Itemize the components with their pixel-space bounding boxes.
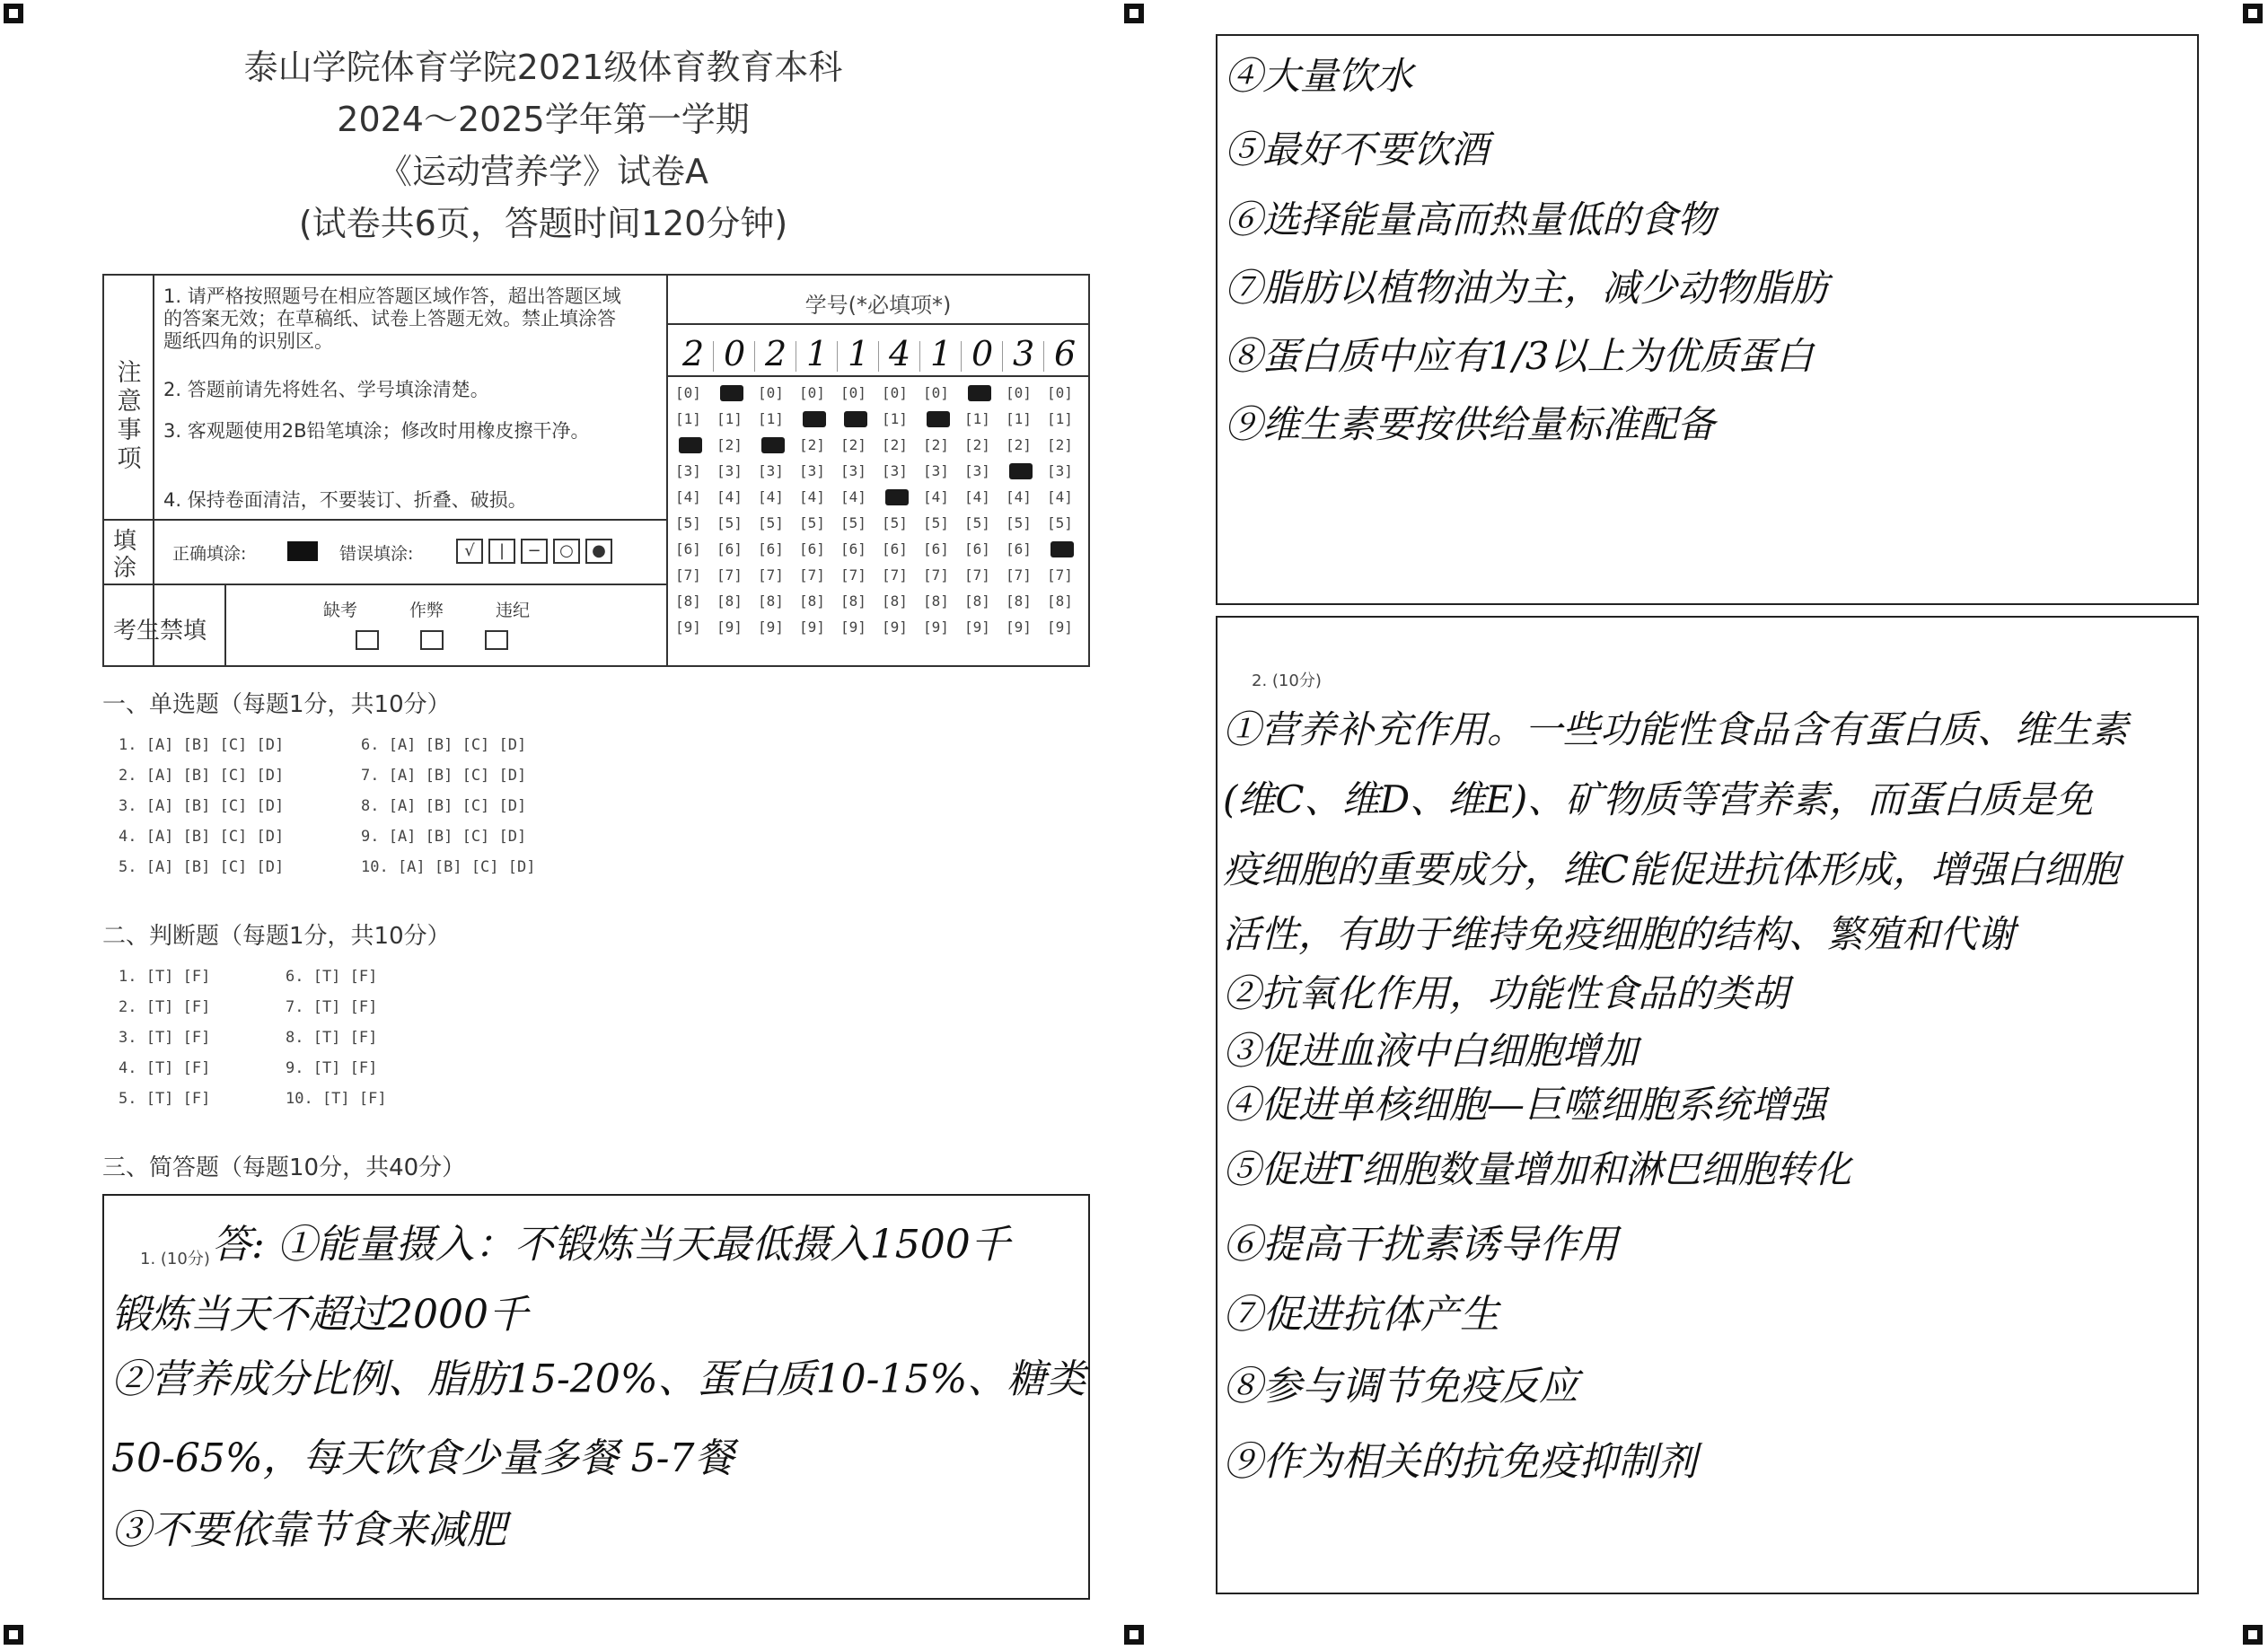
student-id-bubble-filled[interactable] <box>885 489 909 505</box>
q1-label: 1. (10分) <box>140 1250 210 1268</box>
divider <box>102 519 666 521</box>
student-id-bubble[interactable]: [1] <box>1006 410 1032 427</box>
student-id-bubble[interactable]: [3] <box>1047 462 1073 479</box>
student-id-bubble[interactable]: [7] <box>1047 566 1073 584</box>
student-id-bubble[interactable]: [1] <box>675 410 701 427</box>
corner-mark-bottom-right <box>2243 1625 2263 1645</box>
continued-answer-line: ⑦脂肪以植物油为主，减少动物脂肪 <box>1225 266 1829 310</box>
student-id-digit: 2 <box>765 334 787 373</box>
student-id-bubble[interactable]: [9] <box>840 619 866 636</box>
single-choice-title: 一、单选题（每题1分，共10分） <box>102 691 451 718</box>
single-choice-question[interactable]: 2. [A] [B] [C] [D] <box>119 767 285 785</box>
single-choice-question[interactable]: 1. [A] [B] [C] [D] <box>119 736 285 754</box>
single-choice-question[interactable]: 4. [A] [B] [C] [D] <box>119 828 285 846</box>
student-id-bubble[interactable]: [6] <box>964 540 990 557</box>
student-id-bubble[interactable]: [4] <box>964 488 990 505</box>
student-id-bubble[interactable]: [9] <box>882 619 908 636</box>
student-id-bubble[interactable]: [2] <box>923 436 949 453</box>
student-id-bubble[interactable]: [0] <box>758 384 784 401</box>
divider <box>666 274 668 667</box>
q2-answer-line: ⑤促进T细胞数量增加和淋巴细胞转化 <box>1223 1147 1852 1191</box>
true-false-question[interactable]: 4. [T] [F] <box>119 1059 211 1077</box>
divider <box>666 375 1090 377</box>
student-id-bubble[interactable]: [5] <box>964 514 990 531</box>
student-id-bubble[interactable]: [6] <box>923 540 949 557</box>
corner-mark-top-right <box>2243 4 2263 23</box>
q2-answer-line: ③促进血液中白细胞增加 <box>1223 1029 1639 1073</box>
student-id-digit: 1 <box>848 334 870 373</box>
correct-fill-sample <box>287 541 318 561</box>
notice-label: 注意事项 <box>117 359 142 473</box>
student-id-bubble[interactable]: [5] <box>923 514 949 531</box>
student-id-bubble[interactable]: [3] <box>716 462 743 479</box>
student-id-bubble[interactable]: [5] <box>1006 514 1032 531</box>
q1-answer-line: ②营养成分比例、脂肪15-20%、蛋白质10-15%、糖类 <box>111 1356 1086 1402</box>
q2-answer-line: ⑨作为相关的抗免疫抑制剂 <box>1223 1439 1697 1485</box>
notice-item-3: 3. 客观题使用2B铅笔填涂；修改时用橡皮擦干净。 <box>163 420 590 442</box>
student-id-bubble[interactable]: [3] <box>964 462 990 479</box>
student-id-bubble[interactable]: [3] <box>840 462 866 479</box>
single-choice-question[interactable]: 3. [A] [B] [C] [D] <box>119 797 285 815</box>
student-id-bubble[interactable]: [8] <box>1006 592 1032 610</box>
student-id-bubble[interactable]: [7] <box>758 566 784 584</box>
student-id-bubble[interactable]: [4] <box>799 488 825 505</box>
single-choice-question[interactable]: 9. [A] [B] [C] [D] <box>361 828 527 846</box>
student-id-bubble[interactable]: [6] <box>799 540 825 557</box>
student-id-bubble[interactable]: [7] <box>882 566 908 584</box>
forbidden-label: 考生禁填 <box>113 618 207 645</box>
true-false-question[interactable]: 2. [T] [F] <box>119 998 211 1016</box>
student-id-bubble[interactable]: [3] <box>675 462 701 479</box>
student-id-bubble[interactable]: [2] <box>964 436 990 453</box>
student-id-bubble[interactable]: [7] <box>716 566 743 584</box>
q1-answer-line: ③不要依靠节食来减肥 <box>111 1507 506 1553</box>
student-id-bubble[interactable]: [2] <box>1047 436 1073 453</box>
student-id-bubble[interactable]: [4] <box>923 488 949 505</box>
digit-separator <box>919 341 920 372</box>
wrong-fill-label: 错误填涂: <box>339 544 414 564</box>
student-id-bubble[interactable]: [9] <box>675 619 701 636</box>
single-choice-question[interactable]: 6. [A] [B] [C] [D] <box>361 736 527 754</box>
student-id-bubble[interactable]: [9] <box>1047 619 1073 636</box>
student-id-bubble[interactable]: [8] <box>675 592 701 610</box>
student-id-bubble[interactable]: [5] <box>840 514 866 531</box>
student-id-bubble[interactable]: [3] <box>882 462 908 479</box>
student-id-bubble[interactable]: [4] <box>1006 488 1032 505</box>
header-course: 《运动营养学》试卷A <box>378 152 708 191</box>
student-id-bubble[interactable]: [5] <box>716 514 743 531</box>
student-id-bubble-filled[interactable] <box>1050 541 1074 557</box>
continued-answer-line: ⑤最好不要饮酒 <box>1225 127 1490 171</box>
violation-checkbox[interactable] <box>485 630 508 650</box>
student-id-bubble[interactable]: [2] <box>1006 436 1032 453</box>
student-id-bubble[interactable]: [9] <box>964 619 990 636</box>
q2-answer-line: ⑦促进抗体产生 <box>1223 1292 1499 1338</box>
continued-answer-line: ⑧蛋白质中应有1/3以上为优质蛋白 <box>1225 334 1814 378</box>
student-id-bubble[interactable]: [0] <box>923 384 949 401</box>
student-id-bubble-filled[interactable] <box>761 437 785 453</box>
student-id-bubble[interactable]: [8] <box>799 592 825 610</box>
q1-answer-line: 锻炼当天不超过2000千 <box>111 1292 528 1338</box>
student-id-bubble[interactable]: [4] <box>1047 488 1073 505</box>
continued-answer-line: ⑨维生素要按供给量标准配备 <box>1225 402 1716 446</box>
student-id-bubble[interactable]: [8] <box>840 592 866 610</box>
student-id-bubble[interactable]: [3] <box>923 462 949 479</box>
student-id-bubble-filled[interactable] <box>679 437 702 453</box>
student-id-bubble-filled[interactable] <box>968 385 991 401</box>
student-id-bubble[interactable]: [1] <box>964 410 990 427</box>
q2-answer-line: ②抗氧化作用，功能性食品的类胡 <box>1223 971 1789 1015</box>
student-id-bubble[interactable]: [6] <box>716 540 743 557</box>
student-id-bubble[interactable]: [6] <box>882 540 908 557</box>
q2-answer-line: 活性，有助于维持免疫细胞的结构、繁殖和代谢 <box>1223 912 2016 956</box>
cheat-checkbox[interactable] <box>420 630 444 650</box>
single-choice-question[interactable]: 5. [A] [B] [C] [D] <box>119 858 285 876</box>
q1-answer-line: 50-65%，每天饮食少量多餐 5-7餐 <box>111 1435 734 1481</box>
header-term: 2024～2025学年第一学期 <box>337 100 750 139</box>
absent-checkbox[interactable] <box>356 630 379 650</box>
student-id-bubble[interactable]: [6] <box>1006 540 1032 557</box>
divider <box>666 323 1090 325</box>
true-false-question[interactable]: 10. [T] [F] <box>286 1090 387 1108</box>
header-school: 泰山学院体育学院2021级体育教育本科 <box>243 48 843 87</box>
student-id-bubble[interactable]: [3] <box>758 462 784 479</box>
student-id-bubble-filled[interactable] <box>844 411 867 427</box>
student-id-bubble[interactable]: [0] <box>675 384 701 401</box>
student-id-bubble[interactable]: [5] <box>882 514 908 531</box>
q2-answer-line: (维C、维D、维E)、矿物质等营养素，而蛋白质是免 <box>1223 777 2094 821</box>
student-id-bubble[interactable]: [4] <box>716 488 743 505</box>
student-id-bubble-filled[interactable] <box>803 411 826 427</box>
q2-answer-line: ⑥提高干扰素诱导作用 <box>1223 1222 1618 1268</box>
student-id-digit: 4 <box>889 334 911 373</box>
digit-separator <box>1043 341 1044 372</box>
q2-answer-line: ①营养补充作用。一些功能性食品含有蛋白质、维生素 <box>1223 707 2129 751</box>
forbidden-violation-label: 违纪 <box>496 601 531 620</box>
single-choice-question[interactable]: 10. [A] [B] [C] [D] <box>361 858 536 876</box>
corner-mark-bottom-left <box>4 1625 23 1645</box>
student-id-bubble[interactable]: [8] <box>1047 592 1073 610</box>
divider <box>153 274 154 667</box>
student-id-bubble[interactable]: [0] <box>840 384 866 401</box>
q1-answer-line: 答: ①能量摄入：不锻炼当天最低摄入1500千 <box>212 1222 1010 1268</box>
notice-item-2: 2. 答题前请先将姓名、学号填涂清楚。 <box>163 379 489 400</box>
continued-answer-line: ④大量饮水 <box>1225 54 1414 98</box>
student-id-bubble[interactable]: [9] <box>923 619 949 636</box>
student-id-bubble[interactable]: [6] <box>840 540 866 557</box>
student-id-bubble-filled[interactable] <box>720 385 743 401</box>
student-id-bubble[interactable]: [5] <box>675 514 701 531</box>
q2-answer-line: ④促进单核细胞—巨噬细胞系统增强 <box>1223 1083 1827 1127</box>
student-id-bubble[interactable]: [1] <box>758 410 784 427</box>
forbidden-absent-label: 缺考 <box>323 601 358 620</box>
student-id-bubble[interactable]: [1] <box>1047 410 1073 427</box>
student-id-bubble[interactable]: [7] <box>964 566 990 584</box>
true-false-question[interactable]: 5. [T] [F] <box>119 1090 211 1108</box>
student-id-bubble[interactable]: [0] <box>1047 384 1073 401</box>
student-id-bubble[interactable]: [8] <box>716 592 743 610</box>
student-id-bubble[interactable]: [8] <box>964 592 990 610</box>
student-id-bubble[interactable]: [1] <box>716 410 743 427</box>
student-id-bubble[interactable]: [9] <box>1006 619 1032 636</box>
student-id-bubble[interactable]: [3] <box>799 462 825 479</box>
q2-answer-line: ⑧参与调节免疫反应 <box>1223 1364 1578 1409</box>
student-id-bubble[interactable]: [5] <box>1047 514 1073 531</box>
student-id-bubble[interactable]: [0] <box>1006 384 1032 401</box>
header-info: (试卷共6页，答题时间120分钟) <box>298 204 788 243</box>
correct-fill-label: 正确填涂: <box>172 544 247 564</box>
continued-answer-line: ⑥选择能量高而热量低的食物 <box>1225 197 1716 241</box>
student-id-bubble[interactable]: [0] <box>882 384 908 401</box>
student-id-bubble[interactable]: [7] <box>923 566 949 584</box>
corner-mark-top-left <box>4 4 23 23</box>
divider <box>224 584 226 667</box>
student-id-bubble[interactable]: [9] <box>799 619 825 636</box>
fill-label: 填涂 <box>113 528 137 582</box>
student-id-bubble[interactable]: [2] <box>882 436 908 453</box>
true-false-question[interactable]: 8. [T] [F] <box>286 1029 378 1047</box>
student-id-bubble[interactable]: [4] <box>840 488 866 505</box>
student-id-bubble[interactable]: [5] <box>799 514 825 531</box>
student-id-bubble[interactable]: [7] <box>799 566 825 584</box>
short-answer-title: 三、简答题（每题10分，共40分） <box>102 1154 466 1181</box>
student-id-digit: 3 <box>1013 334 1035 373</box>
digit-separator <box>713 341 714 372</box>
q2-answer-line: 疫细胞的重要成分，维C能促进抗体形成，增强白细胞 <box>1223 847 2120 891</box>
student-id-bubble[interactable]: [5] <box>758 514 784 531</box>
student-id-bubble[interactable]: [8] <box>923 592 949 610</box>
digit-separator <box>754 341 755 372</box>
true-false-question[interactable]: 1. [T] [F] <box>119 968 211 986</box>
student-id-bubble[interactable]: [9] <box>758 619 784 636</box>
student-id-bubble[interactable]: [8] <box>882 592 908 610</box>
student-id-label: 学号(*必填项*) <box>804 293 952 318</box>
student-id-bubble[interactable]: [4] <box>675 488 701 505</box>
true-false-question[interactable]: 7. [T] [F] <box>286 998 378 1016</box>
true-false-title: 二、判断题（每题1分，共10分） <box>102 923 451 950</box>
student-id-bubble[interactable]: [8] <box>758 592 784 610</box>
student-id-bubble[interactable]: [4] <box>758 488 784 505</box>
student-id-bubble[interactable]: [7] <box>675 566 701 584</box>
student-id-bubble[interactable]: [7] <box>840 566 866 584</box>
true-false-question[interactable]: 6. [T] [F] <box>286 968 378 986</box>
student-id-digit: 0 <box>724 334 746 373</box>
corner-mark-top-middle <box>1124 4 1144 23</box>
notice-item-4: 4. 保持卷面清洁，不要装订、折叠、破损。 <box>163 489 527 511</box>
digit-separator <box>837 341 838 372</box>
student-id-digit: 6 <box>1054 334 1077 373</box>
student-id-digit: 1 <box>930 334 953 373</box>
student-id-bubble[interactable]: [0] <box>799 384 825 401</box>
student-id-bubble[interactable]: [1] <box>882 410 908 427</box>
student-id-digit: 2 <box>682 334 705 373</box>
student-id-bubble-filled[interactable] <box>927 411 950 427</box>
student-id-digit: 0 <box>971 334 994 373</box>
digit-separator <box>878 341 879 372</box>
corner-mark-bottom-middle <box>1124 1625 1144 1645</box>
true-false-question[interactable]: 9. [T] [F] <box>286 1059 378 1077</box>
forbidden-cheat-label: 作弊 <box>409 601 444 620</box>
student-id-bubble[interactable]: [6] <box>758 540 784 557</box>
divider <box>102 584 666 585</box>
q2-label: 2. (10分) <box>1252 671 1322 690</box>
student-id-bubble[interactable]: [2] <box>716 436 743 453</box>
student-id-bubble[interactable]: [9] <box>716 619 743 636</box>
single-choice-question[interactable]: 8. [A] [B] [C] [D] <box>361 797 527 815</box>
student-id-bubble[interactable]: [2] <box>840 436 866 453</box>
student-id-digit: 1 <box>806 334 829 373</box>
student-id-bubble[interactable]: [6] <box>675 540 701 557</box>
student-id-bubble[interactable]: [7] <box>1006 566 1032 584</box>
digit-separator <box>961 341 962 372</box>
student-id-bubble[interactable]: [2] <box>799 436 825 453</box>
wrong-fill-samples: √ | − ○ ● <box>456 539 654 564</box>
student-id-bubble-filled[interactable] <box>1009 463 1033 479</box>
digit-separator <box>1002 341 1003 372</box>
notice-item-1: 1. 请严格按照题号在相应答题区域作答，超出答题区域的答案无效；在草稿纸、试卷上答题无效。禁止填涂答题纸四角的识别区。 <box>163 285 621 352</box>
true-false-question[interactable]: 3. [T] [F] <box>119 1029 211 1047</box>
single-choice-question[interactable]: 7. [A] [B] [C] [D] <box>361 767 527 785</box>
